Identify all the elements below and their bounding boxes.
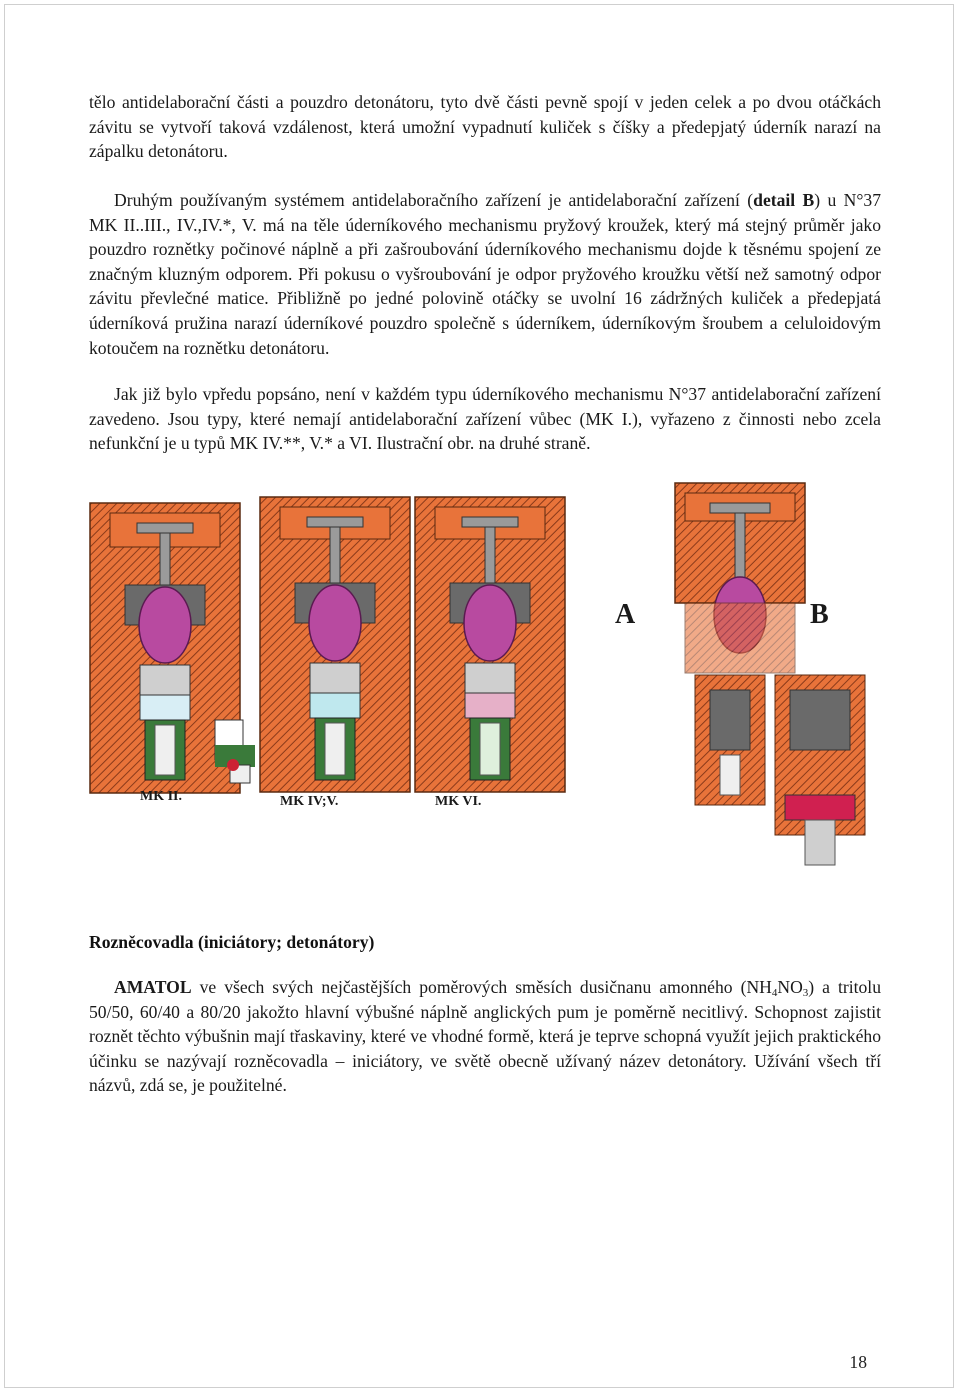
paragraph-1 bbox=[89, 90, 881, 164]
paragraph-2-text bbox=[89, 188, 881, 360]
page-number: 18 bbox=[849, 1352, 867, 1372]
paragraph-4-bold: AMATOL bbox=[114, 977, 192, 997]
label-detail-b: B bbox=[810, 599, 829, 630]
paragraph-1-text: tělo antidelaborační části a pouzdro detonátoru, tyto dvě části pevně spojí v jeden celek a po dvou otáčkách závitu se vytvoří taková vzdálenost, která umožní vypadnutí kuliček s číšky a předepjatý úderník narazí na zápalku detonátoru. bbox=[89, 92, 881, 162]
subscript-4: 4 bbox=[771, 987, 778, 999]
label-mk-ii: MK II. bbox=[140, 789, 182, 804]
label-mk-vi: MK VI. bbox=[435, 794, 482, 809]
fuze-mk-iv-v-drawing bbox=[260, 497, 410, 792]
paragraph-3 bbox=[89, 382, 881, 456]
label-detail-a: A bbox=[615, 599, 636, 630]
paragraph-2 bbox=[89, 188, 881, 360]
illustration-figure bbox=[85, 475, 885, 870]
label-mk-iv-v: MK IV;V. bbox=[280, 794, 339, 809]
paragraph-4-part-2: NO bbox=[777, 977, 803, 997]
paragraph-4-text bbox=[89, 975, 881, 1098]
section-heading: Rozněcovadla (iniciátory; detonátory) bbox=[89, 932, 375, 952]
paragraph-3-text: Jak již bylo vpředu popsáno, není v každém typu úderníkového mechanismu N°37 antidelaborační zařízení zavedeno. Jsou typy, které nemají antidelaborační zařízení vůbec (MK I.), vyřazeno z činnosti nebo zcela nefunkční je u typů MK IV.**, V.* a VI. Ilustrační obr. na druhé straně. bbox=[89, 384, 881, 454]
paragraph-2-start: Druhým používaným systémem antidelaboračního zařízení je antidelaborační zařízení ( bbox=[114, 190, 754, 210]
fuze-mechanism-illustration bbox=[85, 475, 885, 870]
fuze-detail-drawing bbox=[675, 483, 865, 865]
paragraph-4 bbox=[89, 975, 881, 1098]
document-page bbox=[4, 4, 954, 1388]
subscript-3: 3 bbox=[802, 987, 809, 999]
paragraph-2-bold: detail B bbox=[753, 190, 815, 210]
fuze-mk-vi-drawing bbox=[415, 497, 565, 792]
paragraph-2-rest: ) u N°37 MK II..III., IV.,IV.*, V. má na těle úderníkového mechanismu pryžový kroužek, který má stejný průměr jako pouzdro roznětky počinové náplně a při zašroubování úderníkového mechanismu dojde k těsnému spojení ze značným kluzným odporem. Při pokusu o vyšroubování je odpor pryžového kroužku větší než samotný odpor závitu převlečné matice. Přibližně po jedné polovině otáčky se uvolní 16 zádržných kuliček a předepjatá úderníková pružina narazí úderníkové pouzdro společně s úderníkem, úderníkovým šroubem a celuloidovým kotoučem na roznětku detonátoru. bbox=[89, 190, 881, 358]
paragraph-4-part-3: ) a tritolu 50/50, 60/40 a 80/20 jakožto hlavní výbušné náplně anglických pum je poměrně necitlivý. Schopnost zajistit roznět těchto výbušnin mají třaskaviny, které ve vhodné formě, která je teprve schopná využít jejich praktického účinku se nazývají rozněcovadla – iniciátory, ve světě obecně užívaný název detonátory. Užívání všech tří názvů, zdá se, je použitelné. bbox=[89, 977, 881, 1096]
paragraph-4-part-1: ve všech svých nejčastějších poměrových směsích dusičnanu amonného (NH bbox=[191, 977, 772, 997]
